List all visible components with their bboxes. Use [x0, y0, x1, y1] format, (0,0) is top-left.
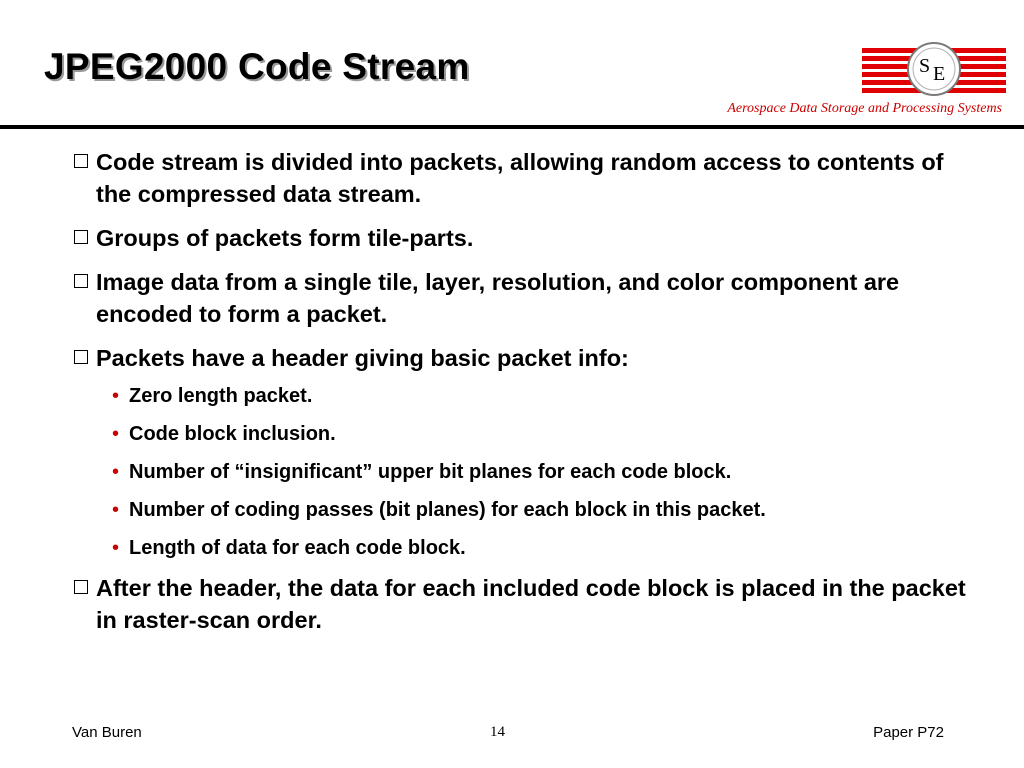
dot-bullet-icon: • [112, 461, 120, 483]
footer-paper-id: Paper P72 [873, 724, 944, 741]
bullet-text: Image data from a single tile, layer, resolution, and color component are encoded to form a packet. [96, 269, 900, 327]
footer-author: Van Buren [72, 724, 142, 741]
hollow-square-bullet-icon [74, 154, 88, 168]
bullet-item [72, 146, 972, 210]
sub-bullet-item [72, 382, 972, 410]
dot-bullet-icon: • [112, 499, 120, 521]
footer-page-number: 14 [490, 724, 505, 740]
sub-bullet-item [72, 496, 972, 524]
header-divider [0, 125, 1024, 129]
sub-bullet-text: Length of data for each code block. [129, 537, 466, 559]
slide-title: JPEG2000 Code Stream [44, 46, 470, 87]
sub-bullet-text: Zero length packet. [129, 385, 313, 407]
dot-bullet-icon: • [112, 385, 120, 407]
sub-bullet-text: Number of coding passes (bit planes) for each block in this packet. [129, 499, 766, 521]
dot-bullet-icon: • [112, 537, 120, 559]
sub-bullet-text: Code block inclusion. [129, 423, 336, 445]
company-tagline: Aerospace Data Storage and Processing Systems [727, 101, 1002, 116]
bullet-item [72, 342, 972, 374]
bullet-item [72, 222, 972, 254]
bullet-item [72, 266, 972, 330]
hollow-square-bullet-icon [74, 274, 88, 288]
slide-body [72, 146, 972, 648]
sub-bullet-list [72, 382, 972, 562]
bullet-text: Code stream is divided into packets, allowing random access to contents of the compressed data stream. [96, 149, 944, 207]
sub-bullet-text: Number of “insignificant” upper bit planes for each code block. [129, 461, 732, 483]
sub-bullet-item [72, 534, 972, 562]
bullet-text: After the header, the data for each included code block is placed in the packet in raster-scan order. [96, 575, 966, 633]
dot-bullet-icon: • [112, 423, 120, 445]
hollow-square-bullet-icon [74, 350, 88, 364]
hollow-square-bullet-icon [74, 230, 88, 244]
sub-bullet-item [72, 458, 972, 486]
logo-letter-e: E [933, 63, 946, 85]
hollow-square-bullet-icon [74, 580, 88, 594]
sub-bullet-item [72, 420, 972, 448]
se-logo-icon [862, 42, 1006, 96]
bullet-text: Groups of packets form tile-parts. [96, 225, 474, 251]
bullet-item [72, 572, 972, 636]
logo-letter-s: S [919, 55, 931, 77]
bullet-text: Packets have a header giving basic packet info: [96, 345, 629, 371]
